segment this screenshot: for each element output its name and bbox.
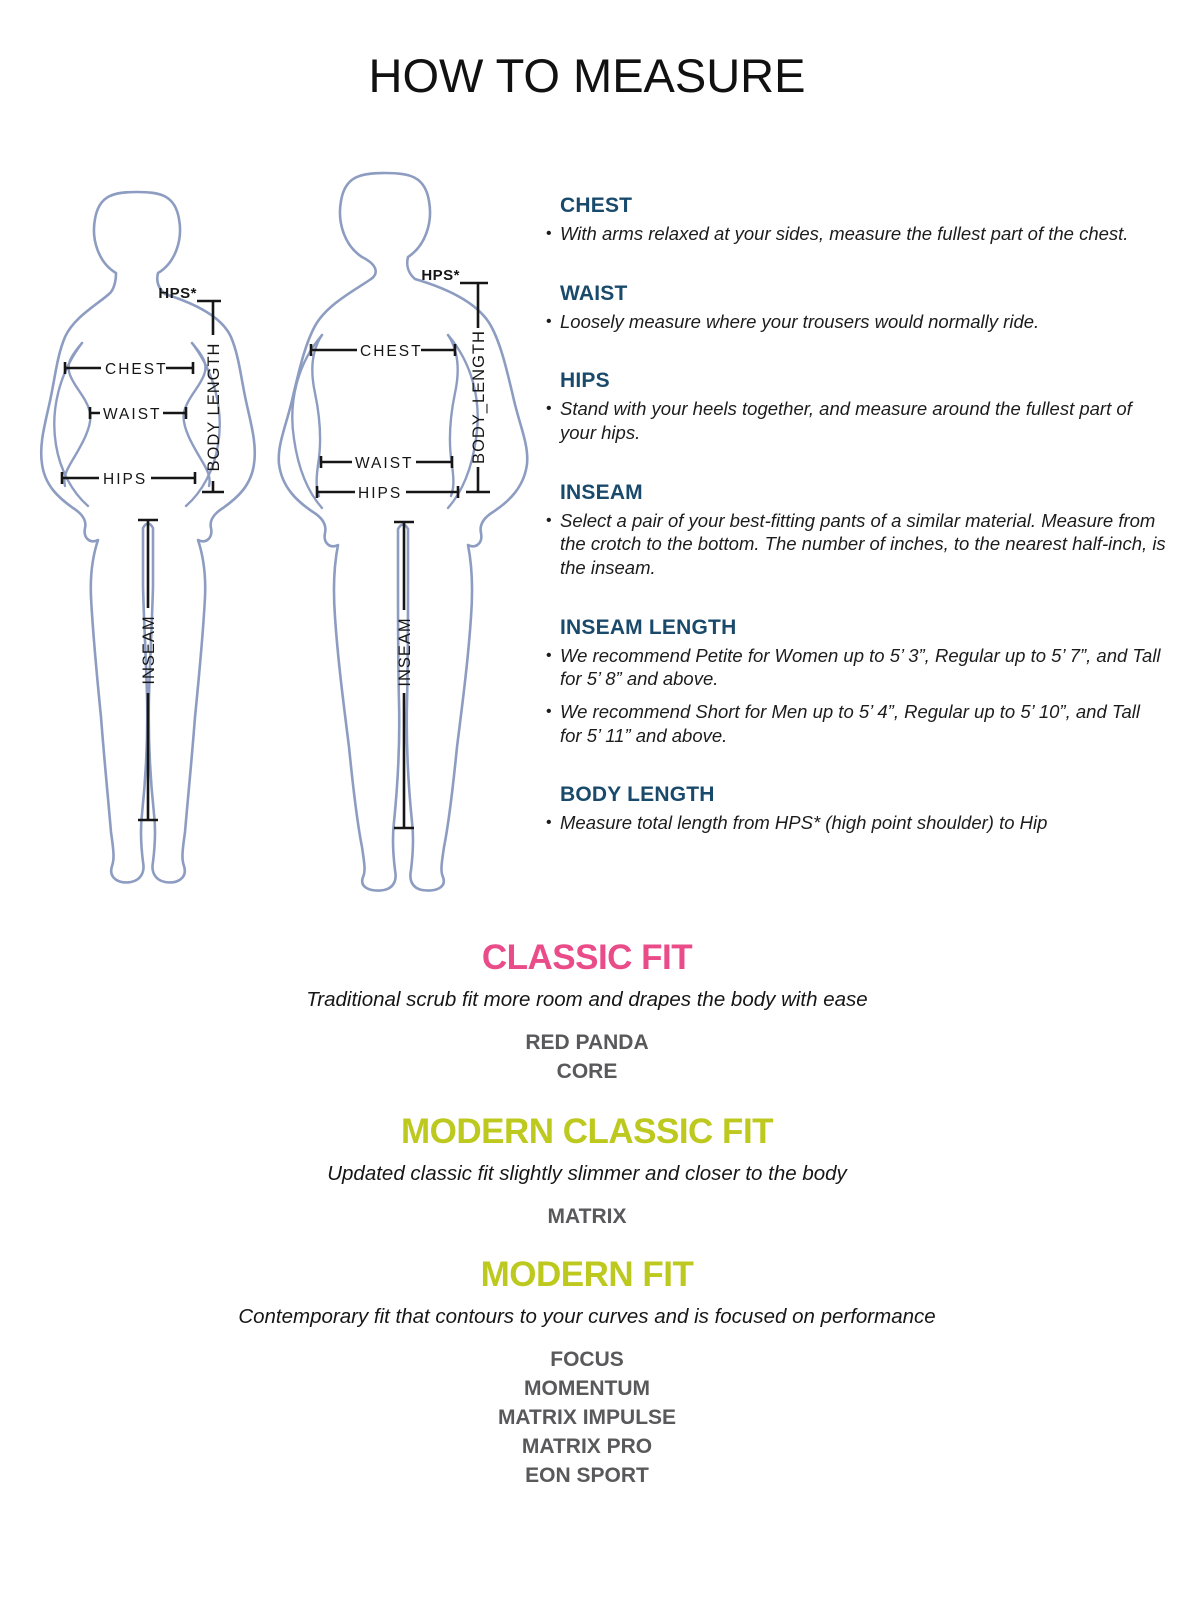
fit-heading: MODERN FIT bbox=[480, 1255, 694, 1294]
bullet-dot: • bbox=[546, 225, 552, 242]
product-name: RED PANDA bbox=[525, 1031, 649, 1054]
fit-classic bbox=[0, 938, 1174, 1086]
bullet-dot: • bbox=[546, 312, 552, 330]
section-inseam-length bbox=[546, 616, 1166, 748]
male-figure bbox=[279, 173, 528, 890]
fit-heading: CLASSIC FIT bbox=[481, 938, 693, 977]
section-bullet bbox=[546, 397, 1166, 444]
bullet-text: We recommend Petite for Women up to 5’ 3”, Regular up to 5’ 7”, and Tall for 5’ 8” and above. bbox=[560, 644, 1161, 690]
section-heading: CHEST bbox=[560, 194, 633, 217]
female-hps-label: HPS* bbox=[158, 285, 197, 302]
section-inseam bbox=[546, 481, 1166, 580]
bullet-dot: • bbox=[546, 646, 552, 664]
product-name: EON SPORT bbox=[525, 1464, 649, 1487]
male-hips-label: HIPS bbox=[358, 485, 403, 502]
product-name: MATRIX PRO bbox=[521, 1435, 653, 1458]
bullet-dot: • bbox=[546, 703, 552, 721]
product-name: MOMENTUM bbox=[524, 1377, 650, 1400]
section-heading: HIPS bbox=[560, 369, 610, 393]
bullet-text: With arms relaxed at your sides, measure the fullest part of the chest. bbox=[560, 223, 1129, 244]
product-name: FOCUS bbox=[550, 1348, 624, 1371]
section-heading: WAIST bbox=[560, 281, 628, 305]
bullet-text: We recommend Short for Men up to 5’ 4”, Regular up to 5’ 10”, and Tall for 5’ 11” and above. bbox=[560, 701, 1140, 746]
bullet-dot: • bbox=[546, 400, 552, 418]
section-heading: INSEAM LENGTH bbox=[560, 615, 737, 639]
fit-modern-classic bbox=[0, 1112, 1174, 1231]
section-heading: BODY LENGTH bbox=[560, 783, 715, 807]
product-name: MATRIX IMPULSE bbox=[497, 1406, 677, 1429]
female-waist-label: WAIST bbox=[103, 406, 162, 423]
section-heading: INSEAM bbox=[560, 480, 643, 504]
fit-modern bbox=[0, 1255, 1174, 1490]
bullet-dot: • bbox=[546, 814, 552, 832]
bullet-dot: • bbox=[546, 511, 552, 529]
female-inseam-label: INSEAM bbox=[140, 615, 158, 685]
bullet-text: Loosely measure where your trousers would normally ride. bbox=[560, 310, 1040, 332]
section-bullet bbox=[546, 700, 1166, 747]
male-body-length-label: BODY_LENGTH bbox=[470, 330, 488, 464]
section-bullet bbox=[546, 222, 1166, 246]
fit-heading: MODERN CLASSIC FIT bbox=[400, 1112, 774, 1151]
section-bullet bbox=[546, 310, 1166, 334]
female-body-length-label: BODY LENGTH bbox=[205, 342, 223, 472]
section-waist bbox=[546, 282, 1166, 334]
fit-description: Traditional scrub fit more room and drapes the body with ease bbox=[306, 988, 868, 1011]
product-name: CORE bbox=[556, 1060, 618, 1083]
section-bullet bbox=[546, 509, 1166, 580]
section-bullet bbox=[546, 811, 1166, 835]
male-waist-label: WAIST bbox=[355, 455, 414, 472]
bullet-text: Stand with your heels together, and measure around the fullest part of your hips. bbox=[560, 398, 1132, 444]
section-chest bbox=[546, 194, 1166, 246]
section-bullet bbox=[546, 644, 1166, 691]
section-body-length bbox=[546, 783, 1166, 835]
fit-description: Contemporary fit that contours to your curves and is focused on performance bbox=[238, 1305, 936, 1328]
male-inseam-label: INSEAM bbox=[396, 617, 414, 687]
bullet-text: Measure total length from HPS* (high point shoulder) to Hip bbox=[560, 812, 1048, 834]
page-title: HOW TO MEASURE bbox=[368, 49, 806, 102]
fit-description: Updated classic fit slightly slimmer and closer to the body bbox=[327, 1162, 847, 1185]
female-figure bbox=[41, 192, 255, 882]
female-hips-label: HIPS bbox=[103, 471, 148, 488]
bullet-text: Select a pair of your best-fitting pants of a similar material. Measure from the crotch to the bottom. The number of inches, to the nearest half-inch, is the inseam. bbox=[560, 509, 1166, 579]
female-chest-label: CHEST bbox=[105, 361, 168, 378]
measurement-figures-diagram bbox=[0, 145, 540, 905]
section-hips bbox=[546, 369, 1166, 444]
product-name: MATRIX bbox=[547, 1205, 627, 1228]
male-hps-label: HPS* bbox=[421, 267, 460, 284]
male-chest-label: CHEST bbox=[360, 343, 423, 360]
measurement-instructions bbox=[546, 194, 1166, 871]
